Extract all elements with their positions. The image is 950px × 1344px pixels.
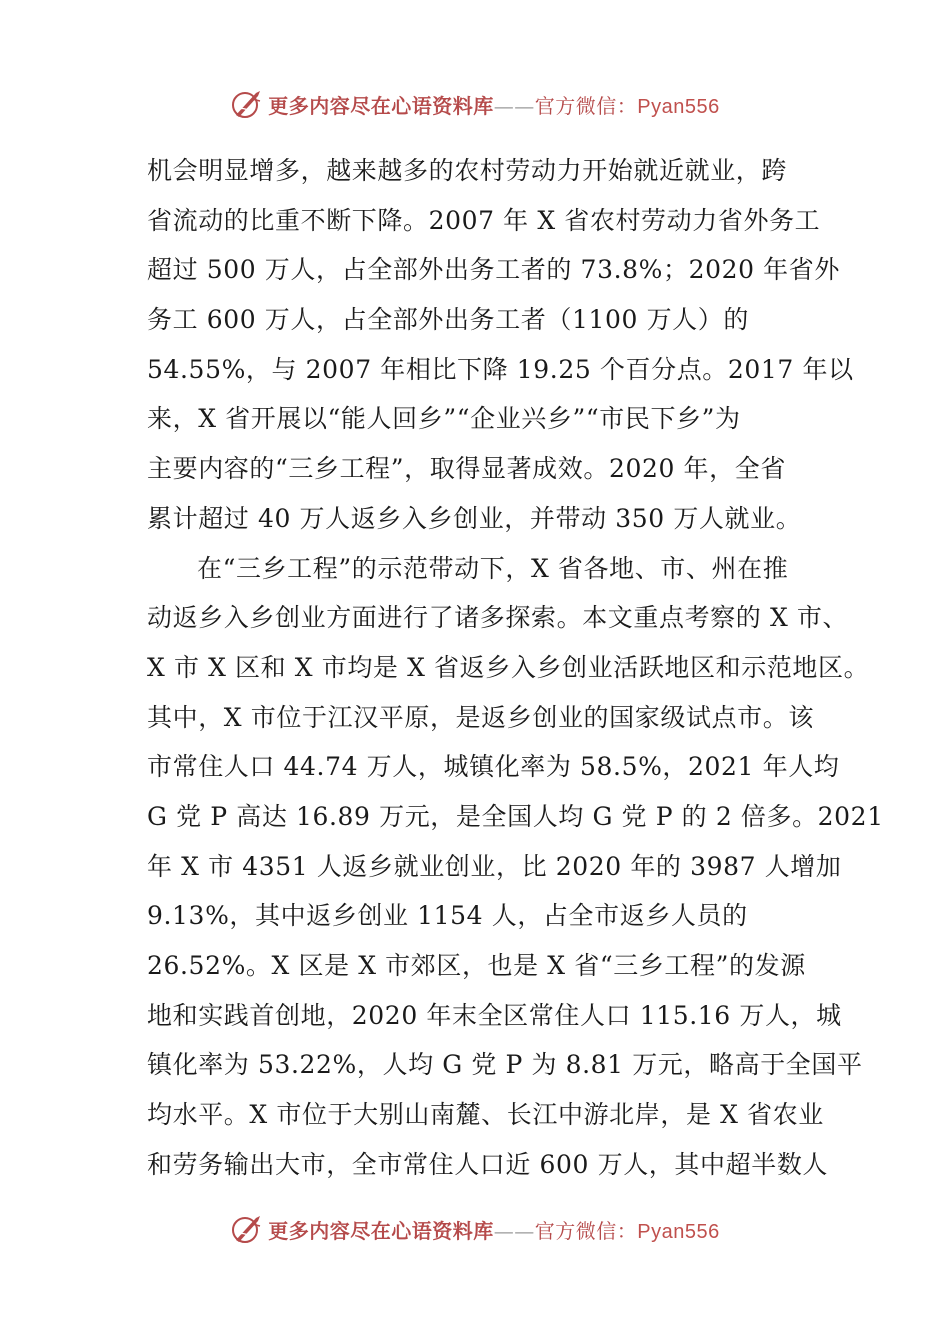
banner-text: 更多内容尽在心语资料库——官方微信：Pyan556	[268, 93, 720, 118]
footer-banner	[0, 1209, 950, 1249]
text-line: 主要内容的“三乡工程”，取得显著成效。2020 年，全省	[147, 454, 786, 484]
text-line: 和劳务输出大市，全市常住人口近 600 万人，其中超半数人	[147, 1149, 829, 1179]
text-line: 26.52%。X 区是 X 市郊区，也是 X 省“三乡工程”的发源	[147, 951, 806, 980]
text-line: 累计超过 40 万人返乡入乡创业，并带动 350 万人就业。	[147, 503, 802, 533]
text-line: 地和实践首创地，2020 年末全区常住人口 115.16 万人，城	[147, 1000, 842, 1030]
quill-pen-logo-icon	[230, 1212, 264, 1246]
text-line: G 党 P 高达 16.89 万元，是全国人均 G 党 P 的 2 倍多。2021	[147, 801, 884, 831]
text-line: 镇化率为 53.22%，人均 G 党 P 为 8.81 万元，略高于全国平	[147, 1050, 863, 1080]
document-body	[147, 146, 884, 1189]
text-line: 54.55%，与 2007 年相比下降 19.25 个百分点。2017 年以	[147, 354, 854, 384]
paragraph-start-line: 在“三乡工程”的示范带动下，X 省各地、市、州在推	[197, 553, 789, 583]
header-banner	[0, 84, 950, 124]
text-line: 动返乡入乡创业方面进行了诸多探索。本文重点考察的 X 市、	[147, 603, 849, 633]
text-line: 超过 500 万人，占全部外出务工者的 73.8%；2020 年省外	[147, 255, 840, 285]
text-line: 其中，X 市位于江汉平原，是返乡创业的国家级试点市。该	[147, 702, 814, 732]
text-line: 均水平。X 市位于大别山南麓、长江中游北岸，是 X 省农业	[147, 1100, 824, 1130]
text-line: 年 X 市 4351 人返乡就业创业，比 2020 年的 3987 人增加	[147, 851, 842, 881]
text-line: 来，X 省开展以“能人回乡”“企业兴乡”“市民下乡”为	[147, 404, 741, 434]
text-line: X 市 X 区和 X 市均是 X 省返乡入乡创业活跃地区和示范地区。	[147, 652, 870, 682]
text-line: 机会明显增多，越来越多的农村劳动力开始就近就业，跨	[147, 156, 788, 185]
banner-text: 更多内容尽在心语资料库——官方微信：Pyan556	[268, 1218, 720, 1243]
text-line: 务工 600 万人，占全部外出务工者（1100 万人）的	[147, 305, 749, 335]
text-line: 市常住人口 44.74 万人，城镇化率为 58.5%，2021 年人均	[147, 752, 840, 782]
quill-pen-logo-icon	[230, 87, 264, 121]
text-line: 省流动的比重不断下降。2007 年 X 省农村劳动力省外务工	[147, 205, 821, 235]
text-line: 9.13%，其中返乡创业 1154 人，占全市返乡人员的	[147, 901, 748, 931]
